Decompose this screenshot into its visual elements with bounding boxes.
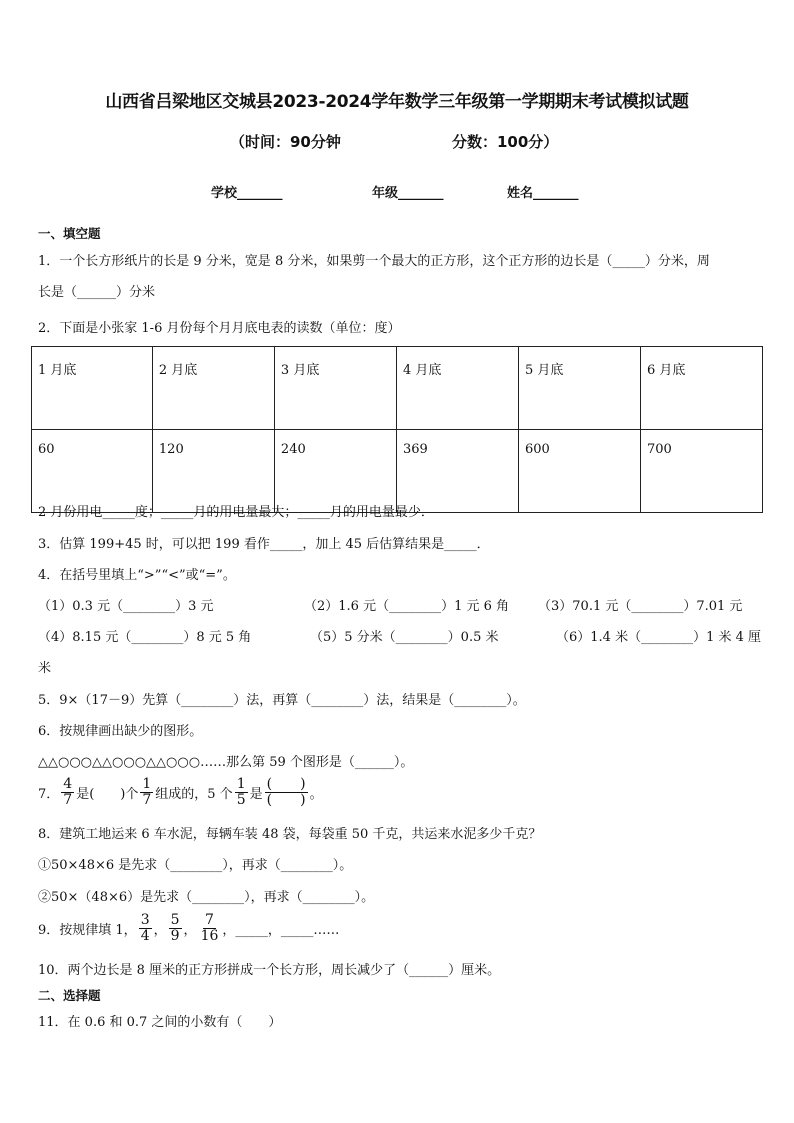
question-8-item-1: ①50×48×6 是先求（________），再求（________）。 — [38, 858, 353, 873]
numerator: 1 — [236, 776, 246, 792]
question-4-item-5: （5）5 分米（________）0.5 米 — [310, 630, 499, 645]
page-title: 山西省吕梁地区交城县2023-2024学年数学三年级第一学期期末考试模拟试题 — [105, 92, 689, 112]
meter-reading-table — [31, 346, 763, 513]
numerator: 4 — [63, 776, 73, 792]
question-1-line1: 1．一个长方形纸片的长是 9 分米，宽是 8 分米，如果剪一个最大的正方形，这个正方形的边长是（_____）分米，周 — [38, 254, 710, 269]
school-field: 学校_______ — [211, 186, 283, 201]
grade-field: 年级_______ — [372, 186, 444, 201]
table-header-row — [32, 347, 763, 430]
question-6-intro: 6．按规律画出缺少的图形。 — [38, 724, 203, 739]
table-cell: 3 月底 — [274, 347, 396, 430]
table-cell: 4 月底 — [396, 347, 518, 430]
denominator-blank: ( ) — [266, 792, 306, 808]
question-1-line2: 长是（______）分米 — [38, 285, 156, 300]
question-9-end: ，_____，_____…… — [222, 923, 340, 938]
question-7-end: 。 — [309, 787, 323, 802]
denominator: 7 — [63, 792, 73, 808]
question-7-number: 7． — [38, 787, 60, 802]
fraction-3-4 — [139, 913, 152, 944]
question-4-item-2: （2）1.6 元（________）1 元 6 角 — [304, 599, 510, 614]
numerator: 1 — [142, 776, 152, 792]
blank-fraction — [265, 777, 308, 808]
numerator: 3 — [140, 912, 150, 928]
separator: ， — [183, 923, 197, 938]
section-fill-heading: 一、填空题 — [38, 226, 101, 241]
denominator: 7 — [142, 792, 152, 808]
denominator: 4 — [140, 928, 150, 944]
question-4-item-1: （1）0.3 元（________）3 元 — [38, 599, 214, 614]
numerator-blank: ( ) — [266, 776, 306, 792]
fraction-1-5 — [235, 777, 248, 808]
denominator: 5 — [236, 792, 246, 808]
fraction-5-9 — [169, 913, 182, 944]
fraction-4-7 — [61, 777, 74, 808]
question-11: 11．在 0.6 和 0.7 之间的小数有（ ） — [38, 1015, 282, 1030]
numerator: 7 — [205, 912, 214, 928]
separator: ， — [153, 923, 167, 938]
question-8-intro: 8．建筑工地运来 6 车水泥，每辆车装 48 袋，每袋重 50 千克，共运来水泥多少千克？ — [38, 827, 542, 842]
table-cell: 369 — [396, 430, 518, 513]
question-5: 5．9×（17－9）先算（________）法，再算（________）法，结果是（________）。 — [38, 693, 526, 708]
table-cell: 1 月底 — [32, 347, 153, 430]
name-field: 姓名_______ — [507, 186, 579, 201]
question-9 — [38, 913, 339, 944]
denominator: 9 — [170, 928, 180, 944]
question-7-text: 组成的，5 个 — [155, 787, 233, 802]
time-label: （时间：90分钟 — [230, 133, 341, 151]
question-7-text: 是( )个 — [76, 787, 139, 802]
question-4-item-6-cont: 米 — [38, 661, 52, 676]
question-7 — [38, 777, 323, 808]
question-6-pattern: △△○○○△△○○○△△○○○……那么第 59 个图形是（______）。 — [38, 755, 414, 770]
table-cell: 700 — [640, 430, 762, 513]
question-2-intro: 2．下面是小张家 1-6 月份每个月月底电表的读数（单位：度） — [38, 321, 401, 336]
table-cell: 600 — [518, 430, 640, 513]
score-label: 分数：100分） — [452, 133, 559, 151]
table-cell: 6 月底 — [640, 347, 762, 430]
section-choice-heading: 二、选择题 — [38, 988, 101, 1003]
numerator: 5 — [170, 912, 180, 928]
question-4-item-4: （4）8.15 元（________）8 元 5 角 — [38, 630, 252, 645]
question-10: 10．两个边长是 8 厘米的正方形拼成一个长方形，周长减少了（______）厘米。 — [38, 963, 501, 978]
table-cell: 60 — [32, 430, 153, 513]
question-4-item-3: （3）70.1 元（________）7.01 元 — [538, 599, 743, 614]
question-8-item-2: ②50×（48×6）是先求（________），再求（________）。 — [38, 890, 375, 905]
table-cell: 5 月底 — [518, 347, 640, 430]
fraction-7-16 — [199, 913, 221, 944]
denominator: 16 — [200, 928, 219, 944]
question-7-text: 是 — [249, 787, 263, 802]
question-3: 3．估算 199+45 时，可以把 199 看作_____，加上 45 后估算结果是_____． — [38, 537, 490, 552]
question-2-blanks: 2 月份用电_____度；_____月的用电量最大；_____月的用电量最少． — [38, 505, 434, 520]
table-cell: 2 月底 — [152, 347, 274, 430]
table-cell: 240 — [274, 430, 396, 513]
table-cell: 120 — [152, 430, 274, 513]
fraction-1-7 — [140, 777, 153, 808]
question-4-item-6: （6）1.4 米（________）1 米 4 厘 — [556, 630, 762, 645]
question-4-intro: 4．在括号里填上“>”“<”或“=”。 — [38, 568, 236, 583]
question-9-text: 9．按规律填 1， — [38, 923, 137, 938]
